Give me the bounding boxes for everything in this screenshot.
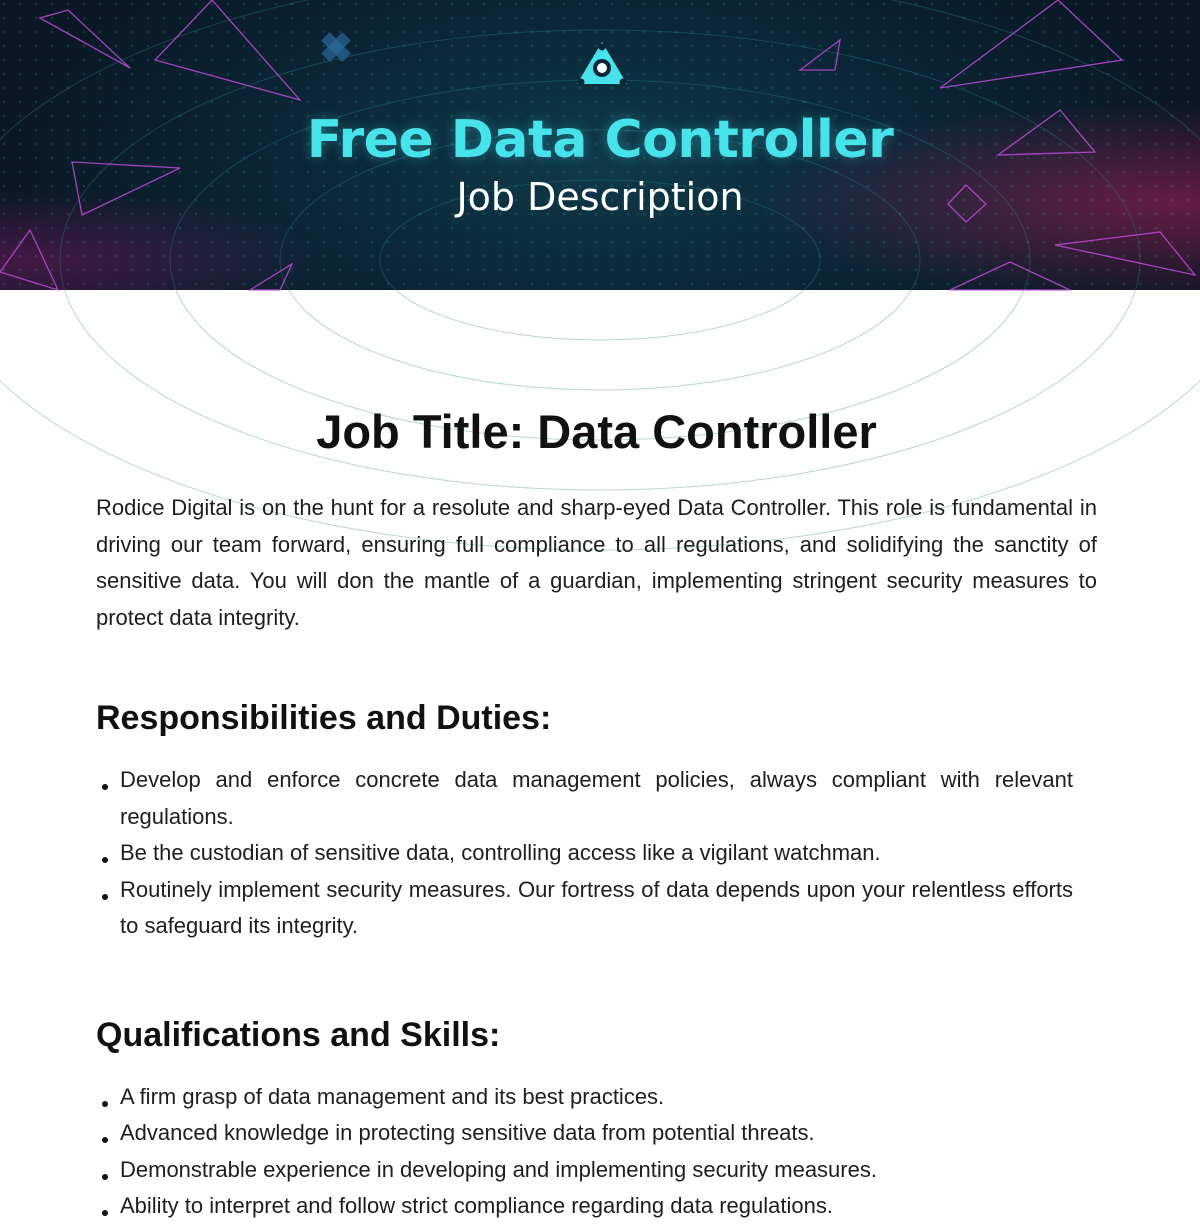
responsibilities-heading: Responsibilities and Duties: (96, 699, 552, 737)
responsibilities-list (96, 762, 1073, 945)
header-banner (0, 0, 1200, 290)
qualification-item: A firm grasp of data management and its best practices. (96, 1079, 1073, 1116)
qualifications-list (96, 1079, 1073, 1225)
intro-paragraph: Rodice Digital is on the hunt for a resolute and sharp-eyed Data Controller. This role is fundamental in driving our team forward, ensuring full compliance to all regulations, and solidifying the sanctity of sensitive data. You will don the mantle of a guardian, implementing stringent security measures to protect data integrity. (96, 495, 1097, 630)
document-body (96, 400, 1097, 1225)
banner-subtitle: Job Description (456, 175, 744, 219)
qualification-item: Demonstrable experience in developing and implementing security measures. (96, 1152, 1073, 1189)
responsibility-item: Develop and enforce concrete data management policies, always compliant with relevant regulations. (96, 762, 1073, 835)
qualification-item: Advanced knowledge in protecting sensitive data from potential threats. (96, 1115, 1073, 1152)
banner-title: Free Data Controller (306, 110, 894, 170)
job-title-heading: Job Title: Data Controller (316, 405, 877, 458)
responsibility-item: Routinely implement security measures. Our fortress of data depends upon your relentless efforts to safeguard its integrity. (96, 872, 1073, 945)
qualification-item: Ability to interpret and follow strict compliance regarding data regulations. (96, 1188, 1073, 1225)
triangle-nodes-logo-icon (574, 40, 630, 88)
responsibility-item: Be the custodian of sensitive data, controlling access like a vigilant watchman. (96, 835, 1073, 872)
qualifications-heading: Qualifications and Skills: (96, 1015, 501, 1054)
